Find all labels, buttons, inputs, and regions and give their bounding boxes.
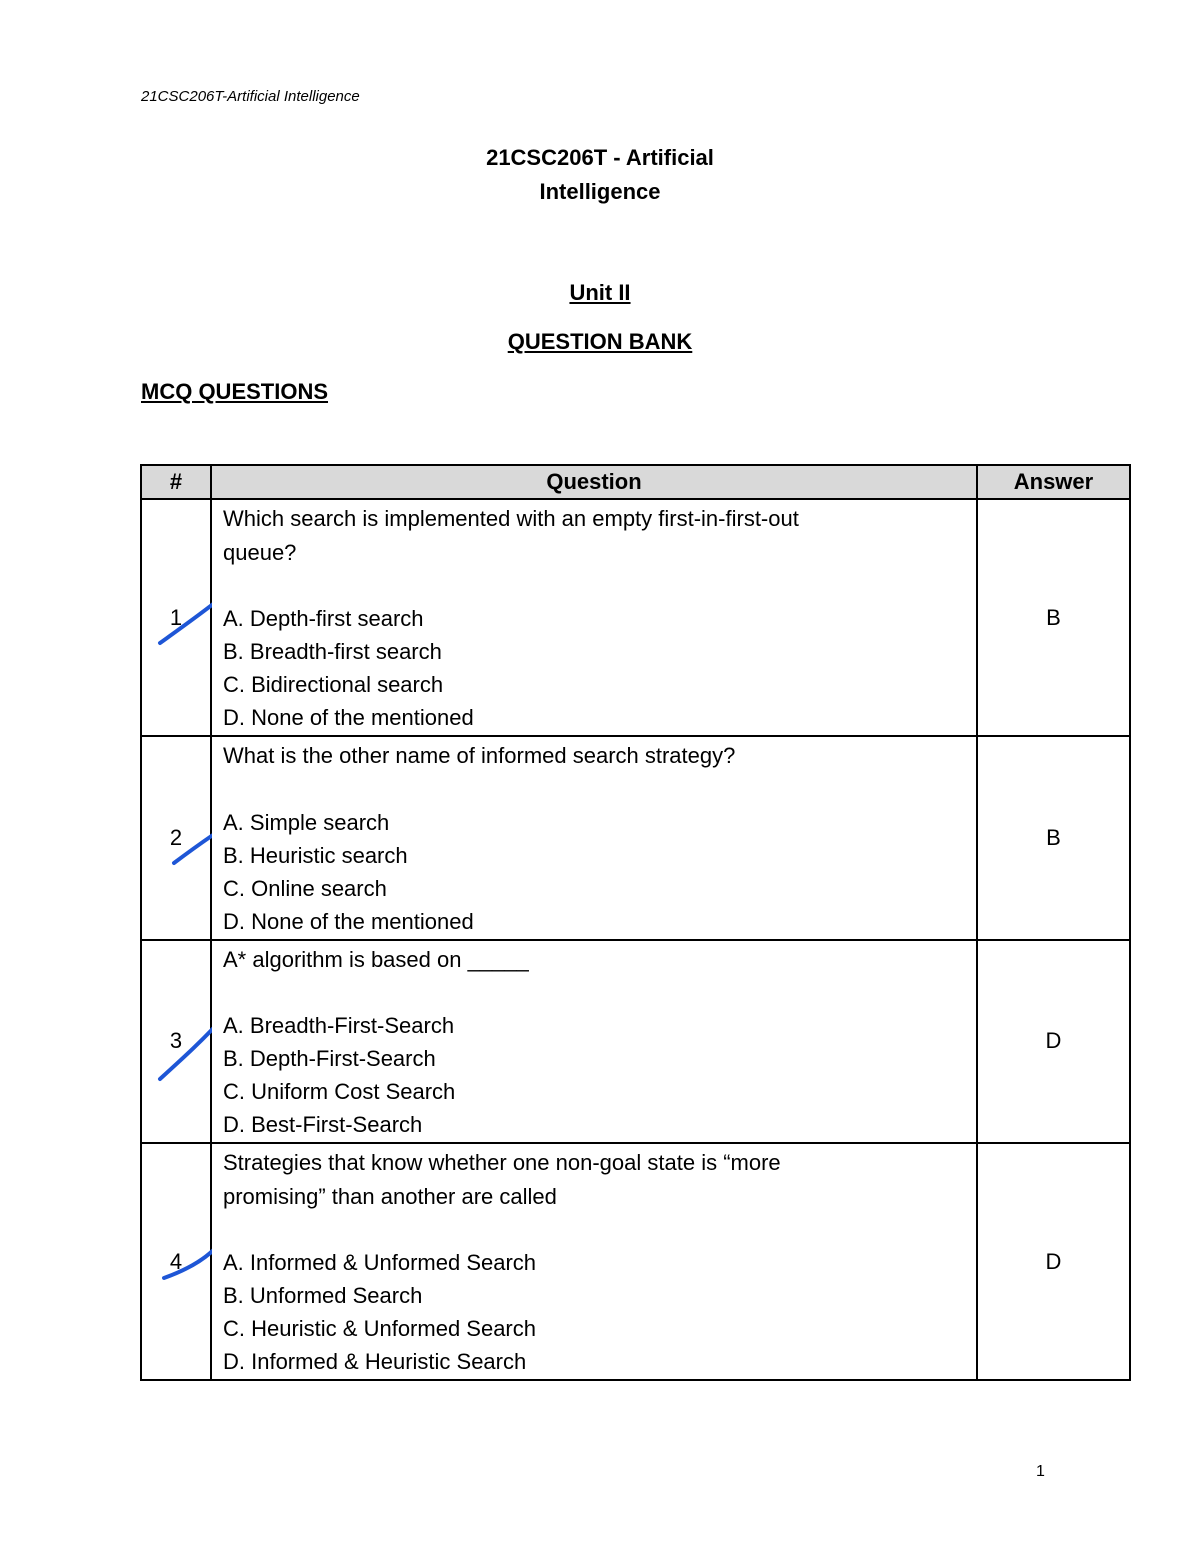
option-a: A. Depth-first search [223, 606, 424, 631]
question-bank-heading: QUESTION BANK [507, 329, 693, 354]
row-number-cell [141, 499, 211, 736]
option-b: B. Unformed Search [223, 1283, 423, 1308]
document-title-line1: 21CSC206T - Artificial [486, 145, 714, 170]
row-number: 3 [169, 1028, 183, 1054]
row-number: 2 [169, 824, 183, 850]
mcq-section-heading: MCQ QUESTIONS [141, 379, 329, 404]
question-cell [211, 736, 977, 940]
question-text: Which search is implemented with an empty first-in-first-out [223, 506, 799, 531]
option-b: B. Depth-First-Search [223, 1046, 436, 1071]
mcq-table [140, 464, 1131, 1381]
question-cell [211, 1143, 977, 1380]
question-text-cont: promising” than another are called [223, 1183, 557, 1209]
option-d: D. Informed & Heuristic Search [223, 1349, 527, 1374]
option-c: C. Online search [223, 875, 387, 901]
running-header: 21CSC206T-Artificial Intelligence [141, 88, 360, 105]
table-row [141, 1143, 1130, 1380]
table-row [141, 736, 1130, 940]
answer-cell: D [977, 1143, 1130, 1380]
row-number-cell [141, 736, 211, 940]
option-d: D. Best-First-Search [223, 1112, 423, 1137]
option-c: C. Uniform Cost Search [223, 1079, 456, 1104]
row-number: 4 [169, 1248, 183, 1274]
table-row [141, 940, 1130, 1144]
option-a: A. Breadth-First-Search [223, 1013, 455, 1038]
row-number-cell [141, 940, 211, 1144]
question-text: What is the other name of informed search strategy? [223, 743, 736, 768]
option-c: C. Bidirectional search [223, 672, 444, 697]
option-c: C. Heuristic & Unformed Search [223, 1316, 536, 1341]
question-cell [211, 940, 977, 1144]
header-number: # [141, 465, 211, 499]
header-answer: Answer [977, 465, 1130, 499]
question-text: Strategies that know whether one non-goal state is “more [223, 1150, 781, 1175]
option-b: B. Breadth-first search [223, 639, 442, 664]
option-a: A. Simple search [223, 809, 390, 835]
question-text-cont: queue? [223, 539, 297, 565]
answer-cell: D [977, 940, 1130, 1144]
header-question: Question [211, 465, 977, 499]
answer-cell: B [977, 736, 1130, 940]
option-d: D. None of the mentioned [223, 908, 474, 934]
option-b: B. Heuristic search [223, 842, 408, 868]
option-d: D. None of the mentioned [223, 705, 474, 730]
page-number: 1 [1036, 1463, 1045, 1480]
question-cell [211, 499, 977, 736]
unit-heading: Unit II [569, 280, 631, 305]
row-number-cell [141, 1143, 211, 1380]
option-a: A. Informed & Unformed Search [223, 1250, 537, 1275]
table-header-row [141, 465, 1130, 499]
document-title-line2: Intelligence [539, 179, 661, 204]
question-text: A* algorithm is based on _____ [223, 946, 529, 972]
row-number: 1 [169, 604, 183, 630]
answer-cell: B [977, 499, 1130, 736]
table-row [141, 499, 1130, 736]
